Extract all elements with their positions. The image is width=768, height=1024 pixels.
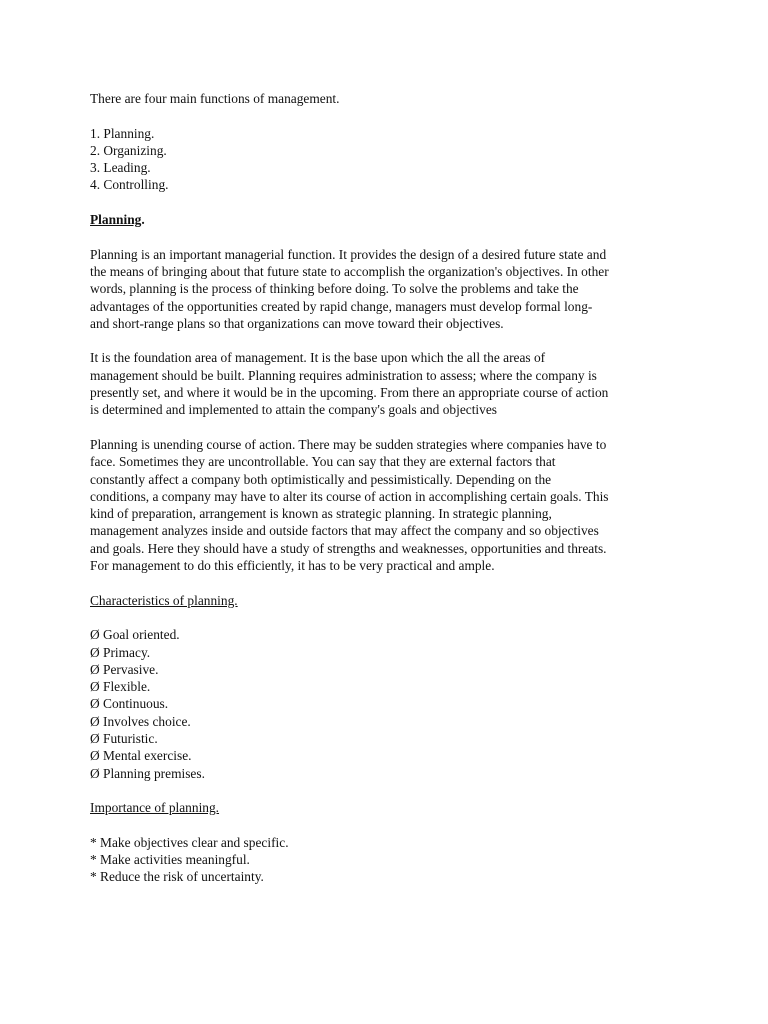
spacer [90, 782, 690, 799]
spacer [90, 419, 690, 436]
importance-heading: Importance of planning. [90, 800, 220, 816]
paragraph-line: It is the foundation area of management. It is the base upon which the all the areas of [90, 350, 546, 366]
spacer [90, 816, 690, 833]
list-item: 4. Controlling. [90, 177, 169, 193]
intro-text: There are four main functions of management. [90, 91, 340, 106]
paragraph-strategic-planning [90, 436, 690, 574]
paragraph-line: face. Sometimes they are uncontrollable. You can say that they are external factors that [90, 454, 556, 470]
paragraph-line: Planning is an important managerial function. It provides the design of a desired future state and [90, 246, 607, 262]
paragraph-planning-definition [90, 246, 690, 332]
planning-heading-text: Planning [90, 212, 142, 228]
paragraph-foundation [90, 349, 690, 418]
spacer [90, 194, 690, 211]
paragraph-line: the means of bringing about that future state to accomplish the organization's objectives. In other [90, 263, 609, 279]
paragraph-line: Planning is unending course of action. There may be sudden strategies where companies have to [90, 436, 607, 452]
list-item: Ø Futuristic. [90, 730, 158, 746]
list-item: Ø Goal oriented. [90, 627, 180, 643]
spacer [90, 609, 690, 626]
paragraph-line: management analyzes inside and outside factors that may affect the company and so objectives [90, 523, 599, 539]
paragraph-line: advantages of the opportunities created by rapid change, managers must develop formal long- [90, 298, 593, 314]
list-item: 3. Leading. [90, 160, 151, 176]
paragraph-line: and short-range plans so that organizations can move toward their objectives. [90, 315, 504, 331]
importance-list [90, 834, 690, 886]
planning-heading-period: . [141, 212, 145, 228]
paragraph-line: management should be built. Planning requires administration to assess; where the company is [90, 367, 597, 383]
document-page [90, 90, 690, 886]
characteristics-list [90, 626, 690, 782]
paragraph-line: For management to do this efficiently, it has to be very practical and ample. [90, 558, 495, 574]
spacer [90, 228, 690, 245]
list-item: Ø Continuous. [90, 696, 169, 712]
paragraph-line: is determined and implemented to attain the company's goals and objectives [90, 402, 497, 418]
list-item: Ø Involves choice. [90, 713, 191, 729]
list-item: Ø Primacy. [90, 644, 151, 660]
list-item: Ø Pervasive. [90, 661, 159, 677]
paragraph-line: and goals. Here they should have a study of strengths and weaknesses, opportunities and threats. [90, 540, 607, 556]
list-item: * Make activities meaningful. [90, 852, 250, 868]
functions-list [90, 125, 690, 194]
paragraph-line: words, planning is the process of thinking before doing. To solve the problems and take the [90, 281, 579, 297]
spacer [90, 332, 690, 349]
list-item: 2. Organizing. [90, 142, 167, 158]
paragraph-line: kind of preparation, arrangement is known as strategic planning. In strategic planning, [90, 506, 552, 522]
list-item: Ø Planning premises. [90, 765, 205, 781]
list-item: * Reduce the risk of uncertainty. [90, 869, 264, 885]
list-item: 1. Planning. [90, 125, 155, 141]
list-item: Ø Flexible. [90, 679, 151, 695]
paragraph-line: constantly affect a company both optimistically and pessimistically. Depending on the [90, 471, 552, 487]
paragraph-line: conditions, a company may have to alter its course of action in accomplishing certain goals. This [90, 488, 609, 504]
list-item: Ø Mental exercise. [90, 748, 192, 764]
spacer [90, 574, 690, 591]
characteristics-heading: Characteristics of planning. [90, 592, 238, 608]
list-item: * Make objectives clear and specific. [90, 834, 289, 850]
spacer [90, 107, 690, 124]
paragraph-line: presently set, and where it would be in the upcoming. From there an appropriate course of action [90, 385, 609, 401]
planning-heading [90, 211, 690, 228]
